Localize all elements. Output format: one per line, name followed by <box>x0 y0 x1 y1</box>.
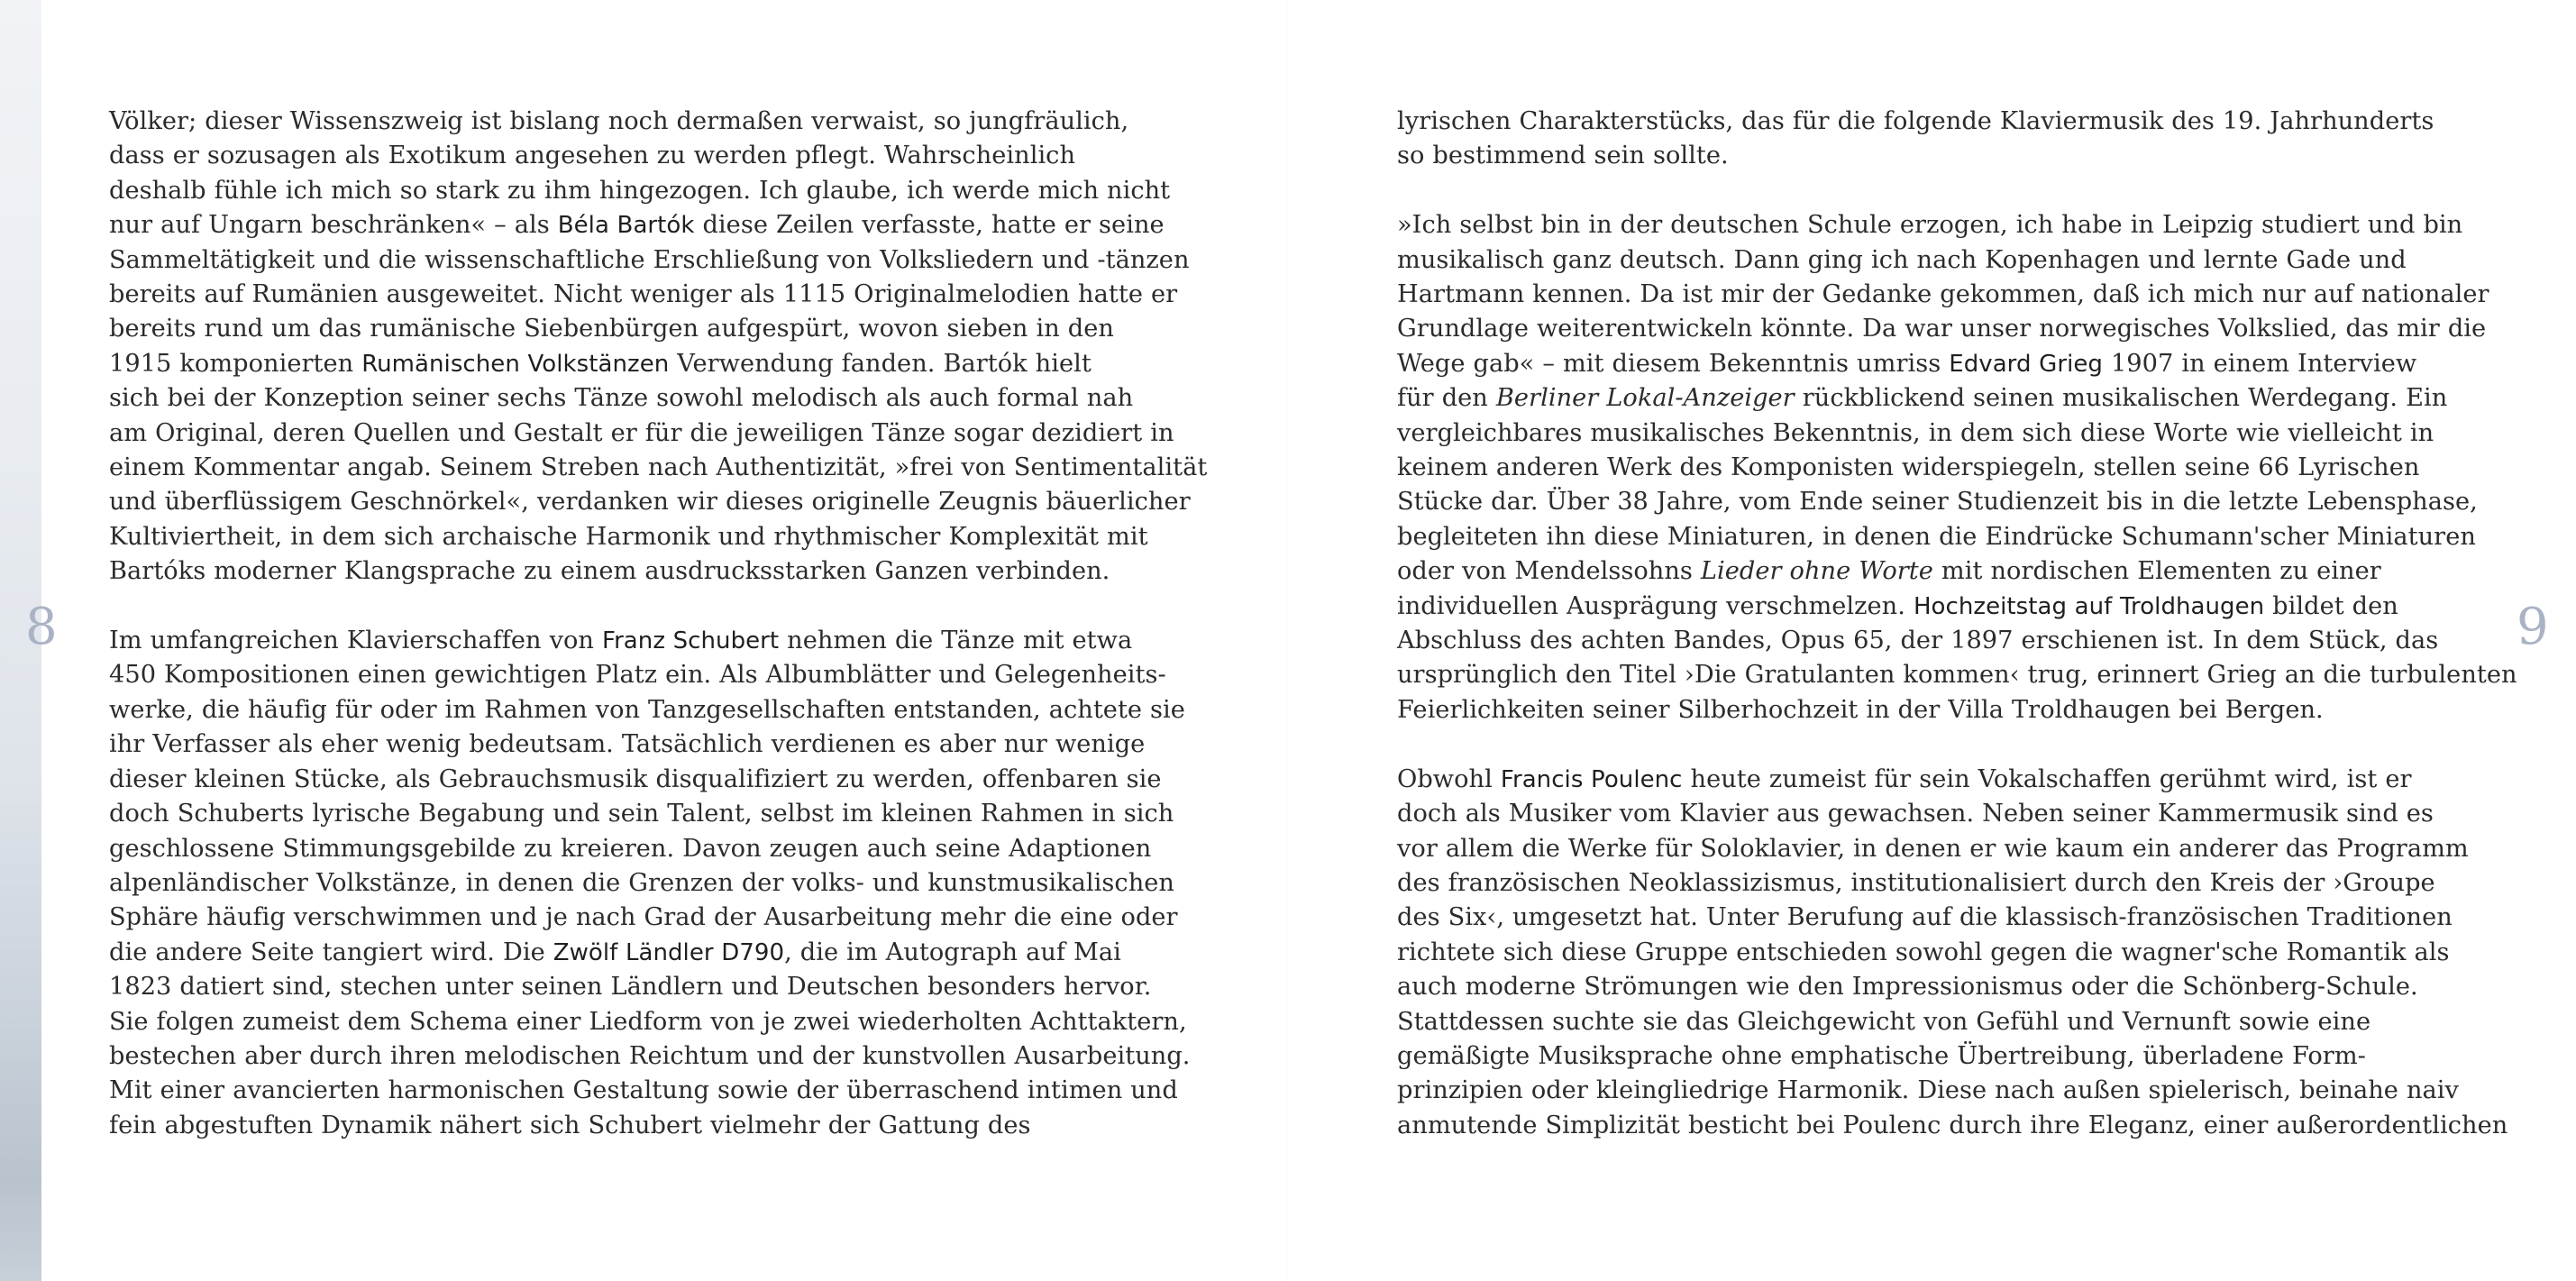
text-line: anmutende Simplizität besticht bei Poulenc durch ihre Eleganz, einer außerordentlichen <box>1397 1111 2508 1139</box>
text-line: ihr Verfasser als eher wenig bedeutsam. Tatsächlich verdienen es aber nur wenige <box>109 730 1146 759</box>
text-line <box>109 208 1227 242</box>
text-line <box>109 347 1227 381</box>
text-segment: 1915 komponierten <box>109 349 362 378</box>
text-segment: individuellen Ausprägung verschmelzen. <box>1397 591 1914 620</box>
text-line: Kultiviertheit, in dem sich archaische Harmonik und rhythmischer Komplexität mit <box>109 522 1148 551</box>
text-line: doch als Musiker vom Klavier aus gewachsen. Neben seiner Kammermusik sind es <box>1397 800 2434 828</box>
composer-name-grieg: Edvard Grieg <box>1949 350 2103 378</box>
text-segment: diese Zeilen verfasste, hatte er seine <box>694 211 1165 240</box>
text-segment: nehmen die Tänze mit etwa <box>779 627 1133 655</box>
text-segment: Wege gab« – mit diesem Bekenntnis umriss <box>1397 349 1950 378</box>
work-title-zwoelf-laendler: Zwölf Ländler D790 <box>553 938 785 966</box>
text-line: keinem anderen Werk des Komponisten widerspiegeln, stellen seine 66 Lyrischen <box>1397 453 2420 482</box>
text-line: Bartóks moderner Klangsprache zu einem ausdrucksstarken Ganzen verbinden. <box>109 557 1110 586</box>
text-line: lyrischen Charakterstücks, das für die folgende Klaviermusik des 19. Jahrhunderts <box>1397 107 2434 135</box>
text-line: geschlossene Stimmungsgebilde zu kreieren. Davon zeugen auch seine Adaptionen <box>109 834 1152 863</box>
text-segment: , die im Autograph auf Mai <box>784 938 1121 966</box>
text-line: 450 Kompositionen einen gewichtigen Platz ein. Als Albumblätter und Gelegenheits- <box>109 661 1166 690</box>
text-line: bestechen aber durch ihren melodischen Reichtum und der kunstvollen Ausarbeitung. <box>109 1041 1191 1070</box>
text-line <box>1397 381 2515 416</box>
text-line: prinzipien oder kleingliedrige Harmonik. Diese nach außen spielerisch, beinahe naiv <box>1397 1076 2459 1105</box>
page-number-left: 8 <box>25 598 58 656</box>
text-segment: nur auf Ungarn beschränken« – als <box>109 211 558 240</box>
right-page-text <box>1397 105 2515 1143</box>
text-line: Stücke dar. Über 38 Jahre, vom Ende seiner Studienzeit bis in die letzte Lebensphase, <box>1397 488 2478 517</box>
text-line <box>109 936 1227 970</box>
text-segment: die andere Seite tangiert wird. Die <box>109 938 553 966</box>
work-title-hochzeitstag: Hochzeitstag auf Troldhaugen <box>1913 592 2265 620</box>
text-line: Mit einer avancierten harmonischen Gestaltung sowie der überraschend intimen und <box>109 1076 1178 1105</box>
newspaper-title: Berliner Lokal-Anzeiger <box>1495 384 1795 413</box>
composer-name-schubert: Franz Schubert <box>601 627 780 655</box>
page-gutter <box>1287 0 1289 1281</box>
text-line: bereits rund um das rumänische Siebenbürgen aufgespürt, wovon sieben in den <box>109 315 1114 343</box>
text-line: ursprünglich den Titel ›Die Gratulanten kommen‹ trug, erinnert Grieg an die turbulenten <box>1397 661 2517 690</box>
work-title-rumaenische-volkstaenze: Rumänischen Volkstänzen <box>361 350 670 378</box>
text-line <box>109 624 1227 658</box>
text-line: doch Schuberts lyrische Begabung und sein Talent, selbst im kleinen Rahmen in sich <box>109 800 1174 828</box>
text-segment: rückblickend seinen musikalischen Werdegang. Ein <box>1794 384 2448 413</box>
text-segment: Verwendung fanden. Bartók hielt <box>669 349 1092 378</box>
text-line: fein abgestuften Dynamik nähert sich Schubert vielmehr der Gattung des <box>109 1111 1031 1139</box>
text-line: gemäßigte Musiksprache ohne emphatische Übertreibung, überladene Form- <box>1397 1041 2366 1070</box>
text-line: »Ich selbst bin in der deutschen Schule erzogen, ich habe in Leipzig studiert und bin <box>1397 211 2463 240</box>
composer-name-bartok: Béla Bartók <box>557 212 695 240</box>
text-line: Sammeltätigkeit und die wissenschaftliche Erschließung von Volksliedern und -tänzen <box>109 245 1190 274</box>
text-segment: oder von Mendelssohns <box>1397 557 1701 586</box>
text-segment: Im umfangreichen Klavierschaffen von <box>109 627 602 655</box>
paragraph-continuation <box>1397 105 2515 174</box>
text-segment: Obwohl <box>1397 764 1501 793</box>
text-line: vergleichbares musikalisches Bekenntnis, in dem sich diese Worte wie vielleicht in <box>1397 418 2434 447</box>
text-line: und überflüssigem Geschnörkel«, verdanken wir dieses originelle Zeugnis bäuerlicher <box>109 488 1191 517</box>
text-line: Völker; dieser Wissenszweig ist bislang noch dermaßen verwaist, so jungfräulich, <box>109 107 1129 135</box>
paragraph-poulenc <box>1397 763 2515 1143</box>
text-line: Sie folgen zumeist dem Schema einer Liedform von je zwei wiederholten Achttaktern, <box>109 1007 1187 1036</box>
text-line: musikalisch ganz deutsch. Dann ging ich nach Kopenhagen und lernte Gade und <box>1397 245 2407 274</box>
text-line: alpenländischer Volkstänze, in denen die Grenzen der volks- und kunstmusikalischen <box>109 868 1174 897</box>
text-line: einem Kommentar angab. Seinem Streben nach Authentizität, »frei von Sentimentalität <box>109 453 1208 482</box>
text-line: des französischen Neoklassizismus, institutionalisiert durch den Kreis der ›Groupe <box>1397 868 2435 897</box>
text-line: begleiteten ihn diese Miniaturen, in denen die Eindrücke Schumann'scher Miniaturen <box>1397 522 2476 551</box>
text-line: dass er sozusagen als Exotikum angesehen zu werden pflegt. Wahrscheinlich <box>109 142 1076 170</box>
text-line: richtete sich diese Gruppe entschieden sowohl gegen die wagner'sche Romantik als <box>1397 938 2450 966</box>
text-segment: 1907 in einem Interview <box>2102 349 2417 378</box>
text-line <box>1397 763 2515 797</box>
paragraph-schubert <box>109 624 1227 1143</box>
text-segment: heute zumeist für sein Vokalschaffen gerühmt wird, ist er <box>1682 764 2412 793</box>
text-line: deshalb fühle ich mich so stark zu ihm hingezogen. Ich glaube, ich werde mich nicht <box>109 176 1171 205</box>
text-line: dieser kleinen Stücke, als Gebrauchsmusik disqualifiziert zu werden, offenbaren sie <box>109 764 1162 793</box>
text-line: am Original, deren Quellen und Gestalt er für die jeweiligen Tänze sogar dezidiert in <box>109 418 1174 447</box>
text-line: Hartmann kennen. Da ist mir der Gedanke gekommen, daß ich mich nur auf nationaler <box>1397 280 2489 309</box>
text-line: sich bei der Konzeption seiner sechs Tänze sowohl melodisch als auch formal nah <box>109 384 1134 413</box>
text-line: so bestimmend sein sollte. <box>1397 142 1729 170</box>
text-line: Grundlage weiterentwickeln könnte. Da war unser norwegisches Volkslied, das mir die <box>1397 315 2487 343</box>
text-line: Sphäre häufig verschwimmen und je nach Grad der Ausarbeitung mehr die eine oder <box>109 903 1178 932</box>
text-line <box>1397 554 2515 589</box>
text-line: 1823 datiert sind, stechen unter seinen Ländlern und Deutschen besonders hervor. <box>109 973 1152 1002</box>
text-line <box>1397 590 2515 624</box>
text-line <box>1397 347 2515 381</box>
text-line: bereits auf Rumänien ausgeweitet. Nicht weniger als 1115 Originalmelodien hatte er <box>109 280 1178 309</box>
text-line: vor allem die Werke für Soloklavier, in denen er wie kaum ein anderer das Programm <box>1397 834 2469 863</box>
left-page-text <box>109 105 1227 1143</box>
paragraph-grieg <box>1397 208 2515 727</box>
text-line: des Six‹, umgesetzt hat. Unter Berufung auf die klassisch-französischen Traditionen <box>1397 903 2453 932</box>
text-line: werke, die häufig für oder im Rahmen von Tanzgesellschaften entstanden, achtete sie <box>109 695 1185 724</box>
paragraph-bartok <box>109 105 1227 590</box>
text-segment: mit nordischen Elementen zu einer <box>1932 557 2381 586</box>
text-segment: für den <box>1397 384 1496 413</box>
text-line: Abschluss des achten Bandes, Opus 65, der 1897 erschienen ist. In dem Stück, das <box>1397 627 2439 655</box>
work-title-lieder-ohne-worte: Lieder ohne Worte <box>1700 557 1933 586</box>
text-line: Stattdessen suchte sie das Gleichgewicht von Gefühl und Vernunft sowie eine <box>1397 1007 2371 1036</box>
text-line: Feierlichkeiten seiner Silberhochzeit in der Villa Troldhaugen bei Bergen. <box>1397 695 2324 724</box>
page-number-right: 9 <box>2517 598 2549 656</box>
composer-name-poulenc: Francis Poulenc <box>1500 765 1683 793</box>
text-line: auch moderne Strömungen wie den Impressionismus oder die Schönberg-Schule. <box>1397 973 2418 1002</box>
text-segment: bildet den <box>2264 591 2398 620</box>
